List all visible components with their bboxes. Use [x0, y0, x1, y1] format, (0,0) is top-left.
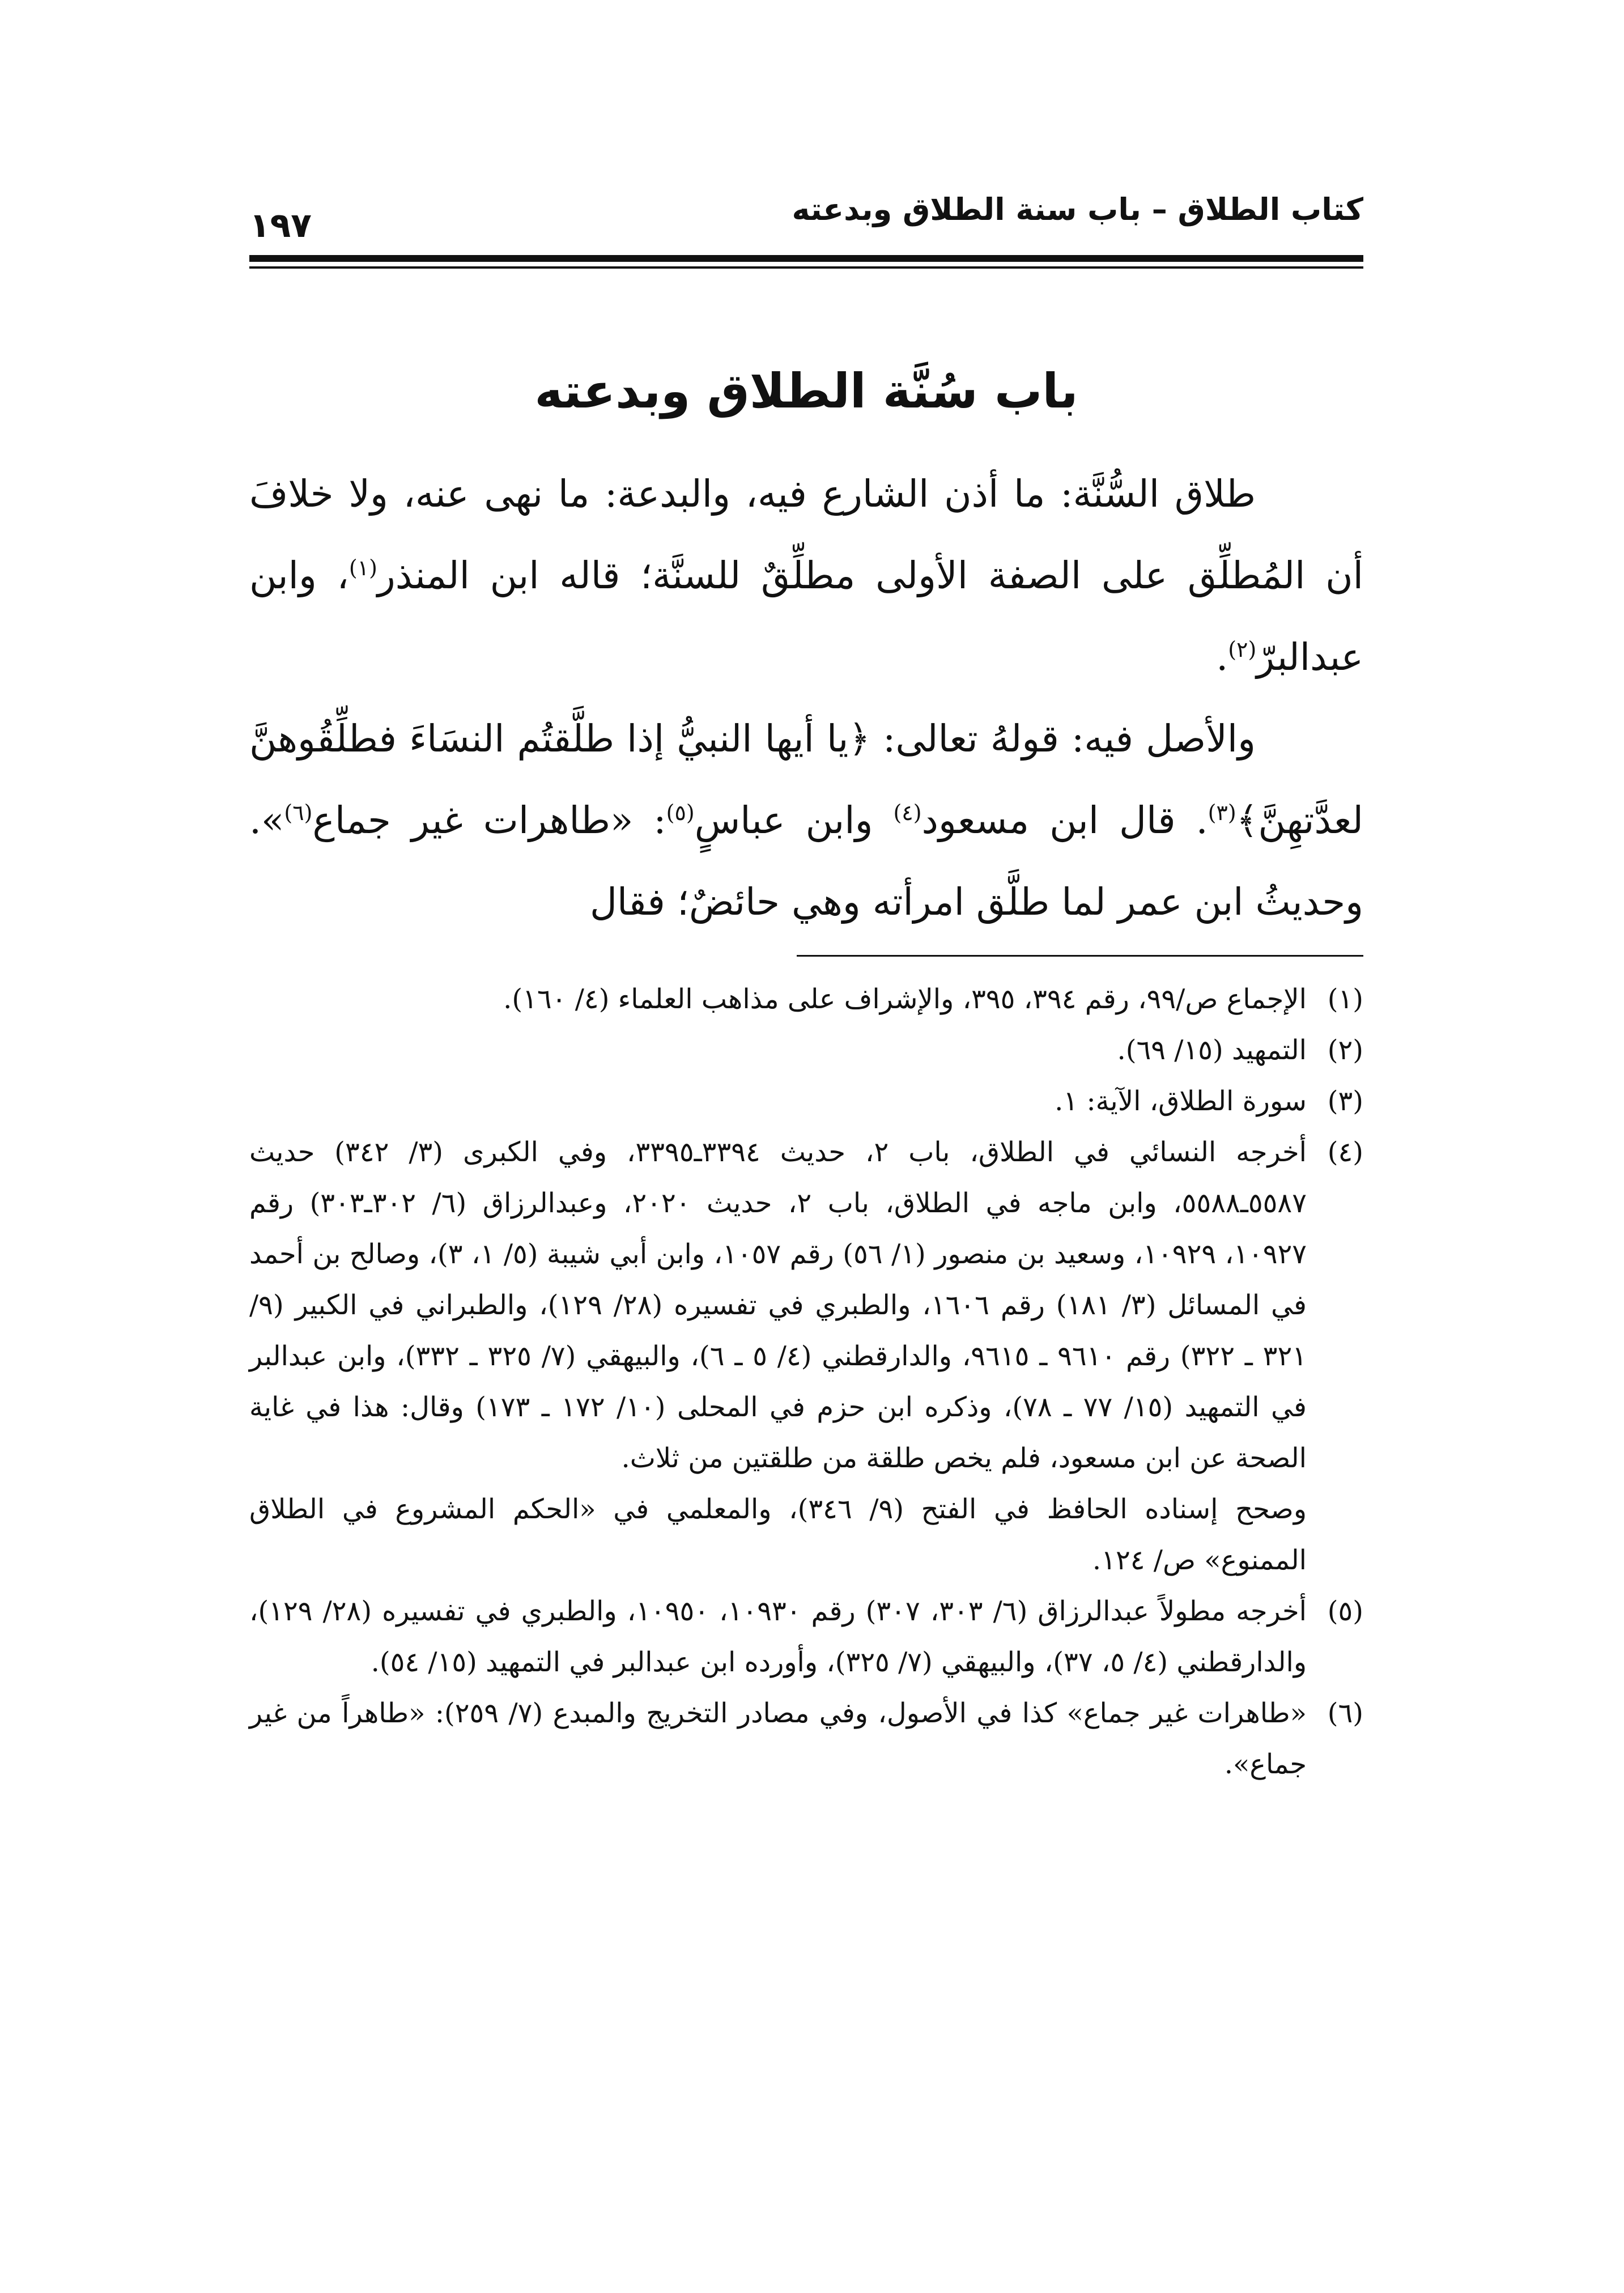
footnote-text: «طاهرات غير جماع» كذا في الأصول، وفي مصادر التخريج والمبدع (٧/ ٢٥٩): «طاهراً من غير جماع».	[249, 1697, 1307, 1780]
paragraph-2	[249, 698, 1363, 943]
paragraph-1-text-a: طلاق السُّنَّة: ما أذن الشارع فيه، والبدعة: ما نهى عنه، ولا خلافَ أن المُطلِّق على الصفة الأولى مطلِّقٌ للسنَّة؛ قاله ابن المنذر	[249, 472, 1363, 597]
running-title: كتاب الطلاق – باب سنة الطلاق وبدعته	[792, 192, 1363, 227]
paragraph-2-text-c: وابن عباسٍ	[694, 799, 894, 842]
footnote-number: (٥)	[1327, 1595, 1363, 1627]
footnote-ref-1: (١)	[348, 555, 377, 580]
footnote-5	[249, 1586, 1363, 1688]
footnote-number: (٢)	[1327, 1034, 1363, 1066]
footnote-text: الإجماع ص/٩٩، رقم ٣٩٤، ٣٩٥، والإشراف على مذاهب العلماء (٤/ ١٦٠).	[503, 983, 1307, 1015]
chapter-title: باب سُنَّة الطلاق وبدعته	[534, 363, 1078, 419]
footnote-number: (١)	[1327, 983, 1363, 1015]
footnote-ref-2: (٢)	[1228, 637, 1257, 662]
paragraph-2-text-e: ». وحديثُ ابن عمر لما طلَّق امرأته وهي حائضٌ؛ فقال	[249, 799, 1363, 924]
footnote-1	[249, 974, 1363, 1025]
paragraph-2-text-b: . قال ابن مسعود	[921, 799, 1208, 842]
header-rule-thin	[249, 266, 1363, 269]
footnote-2	[249, 1025, 1363, 1076]
footnote-text: التمهيد (١٥/ ٦٩).	[1117, 1034, 1307, 1066]
footnote-text-continued: وصحح إسناده الحافظ في الفتح (٩/ ٣٤٦)، والمعلمي في «الحكم المشروع في الطلاق الممنوع» ص/ ١٢٤.	[249, 1493, 1307, 1576]
paragraph-2-text-a: والأصل فيه: قولهُ تعالى: ﴿يا أيها النبيُّ إذا طلَّقتُم النسَاءَ فطلِّقُوهنَّ لعدَّتهِنَّ﴾	[249, 717, 1363, 842]
footnote-6	[249, 1688, 1363, 1790]
footnote-ref-3: (٣)	[1208, 800, 1236, 825]
footnote-ref-4: (٤)	[893, 800, 922, 825]
footnote-3	[249, 1076, 1363, 1127]
header-rule-thick	[249, 255, 1363, 262]
footnote-number: (٦)	[1327, 1697, 1363, 1729]
running-header	[249, 187, 1363, 249]
footnote-number: (٣)	[1327, 1085, 1363, 1117]
paragraph-1-text-b: ، وابن عبدالبرّ	[249, 554, 1363, 679]
footnote-ref-5: (٥)	[666, 800, 695, 825]
footnote-text: سورة الطلاق، الآية: ١.	[1055, 1085, 1307, 1117]
main-text	[249, 453, 1363, 943]
footnote-text: أخرجه مطولاً عبدالرزاق (٦/ ٣٠٣، ٣٠٧) رقم ١٠٩٣٠، ١٠٩٥٠، والطبري في تفسيره (٢٨/ ١٢٩)، والدارقطني (٤/ ٥، ٣٧)، والبيهقي (٧/ ٣٢٥)، وأورده ابن عبدالبر في التمهيد (١٥/ ٥٤).	[249, 1595, 1307, 1678]
footnote-ref-6: (٦)	[284, 800, 313, 825]
footnote-4	[249, 1127, 1363, 1586]
footnote-separator	[797, 955, 1363, 957]
footnotes	[249, 974, 1363, 1790]
footnote-number: (٤)	[1327, 1136, 1363, 1168]
paragraph-1-text-c: .	[1216, 635, 1228, 679]
footnote-text: أخرجه النسائي في الطلاق، باب ٢، حديث ٣٣٩٤ـ٣٣٩٥، وفي الكبرى (٣/ ٣٤٢) حديث ٥٥٨٧ـ٥٥٨٨، وابن ماجه في الطلاق، باب ٢، حديث ٢٠٢٠، وعبدالرزاق (٦/ ٣٠٢ـ٣٠٣) رقم ١٠٩٢٧، ١٠٩٢٩، وسعيد بن منصور (١/ ٥٦) رقم ١٠٥٧، وابن أبي شيبة (٥/ ١، ٣)، وصالح بن أحمد في المسائل (٣/ ١٨١) رقم ١٦٠٦، والطبري في تفسيره (٢٨/ ١٢٩)، والطبراني في الكبير (٩/ ٣٢١ ـ ٣٢٢) رقم ٩٦١٠ ـ ٩٦١٥، والدارقطني (٤/ ٥ ـ ٦)، والبيهقي (٧/ ٣٢٥ ـ ٣٣٢)، وابن عبدالبر في التمهيد (١٥/ ٧٧ ـ ٧٨)، وذكره ابن حزم في المحلى (١٠/ ١٧٢ ـ ١٧٣) وقال: هذا في غاية الصحة عن ابن مسعود، فلم يخص طلقة من طلقتين من ثلاث.	[249, 1136, 1307, 1474]
paragraph-1	[249, 453, 1363, 698]
page-number: ١٩٧	[249, 206, 312, 245]
paragraph-2-text-d: : «طاهرات غير جماع	[312, 799, 666, 842]
